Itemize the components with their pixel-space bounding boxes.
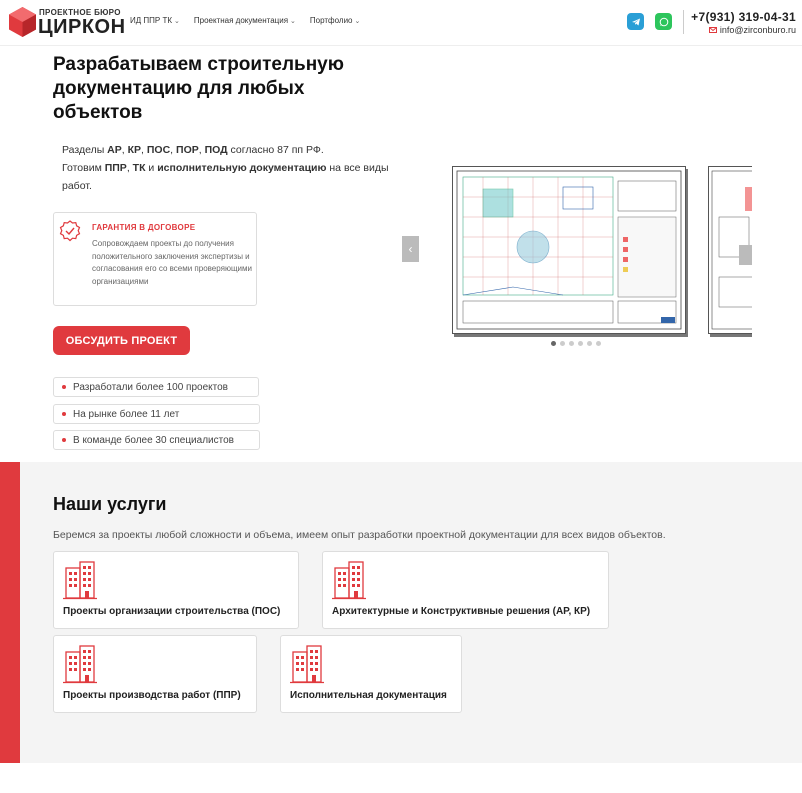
whatsapp-icon: [659, 17, 669, 27]
text-bold: КР: [127, 144, 142, 156]
text-bold: ППР: [104, 162, 127, 174]
main-nav: [130, 16, 360, 25]
drawing-thumbnail-image: [453, 167, 685, 333]
bullet-dot: [62, 385, 66, 389]
guarantee-text: Сопровождаем проекты до получения положительного заключения экспертизы и согласования его со всеми проверяющими организациями: [92, 239, 252, 286]
service-card-isp-doc[interactable]: [280, 635, 462, 713]
text-segment: согласно 87 пп РФ.: [227, 144, 324, 156]
email-link[interactable]: [709, 25, 796, 35]
chevron-down-icon: ⌄: [174, 17, 180, 25]
chevron-down-icon: ⌄: [354, 17, 361, 25]
text-bold: АР: [107, 144, 122, 156]
nav-item-label: Проектная документация: [193, 16, 289, 25]
site-header: [0, 0, 802, 46]
text-segment: Разделы: [62, 144, 108, 156]
stat-item: [53, 377, 259, 397]
text-segment: на все виды работ.: [62, 162, 389, 192]
text-bold: ПОР: [176, 144, 199, 156]
carousel-dot[interactable]: [569, 341, 574, 346]
header-divider: [683, 10, 684, 34]
email-text: info@zirconburo.ru: [719, 25, 796, 35]
nav-item-project-docs[interactable]: [194, 16, 296, 25]
carousel-dot[interactable]: [596, 341, 601, 346]
services-title: Наши услуги: [53, 494, 167, 514]
text-bold: исполнительную документацию: [157, 162, 327, 174]
building-icon: [63, 644, 97, 684]
stat-item: [53, 404, 260, 424]
text-segment: Готовим: [62, 162, 105, 174]
building-icon: [290, 644, 324, 684]
carousel-dot[interactable]: [578, 341, 583, 346]
carousel-prev-button[interactable]: [402, 236, 419, 262]
discuss-project-button[interactable]: ОБСУДИТЬ ПРОЕКТ: [53, 326, 190, 355]
nav-item-id-ppr-tk[interactable]: [130, 16, 180, 25]
carousel-slide[interactable]: [452, 166, 686, 334]
text-bold: ПОС: [146, 144, 171, 156]
service-card-label: Проекты организации строительства (ПОС): [63, 606, 281, 617]
guarantee-card: [53, 212, 257, 306]
mail-icon: [709, 27, 717, 33]
accent-bar: [0, 462, 20, 763]
nav-item-label: Портфолио: [309, 16, 353, 25]
badge-check-icon: [59, 220, 81, 242]
service-card-pos[interactable]: [53, 551, 299, 629]
bullet-dot: [62, 412, 66, 416]
chevron-down-icon: ⌄: [290, 17, 296, 25]
carousel-dot[interactable]: [560, 341, 565, 346]
nav-item-portfolio[interactable]: [310, 16, 360, 25]
drawing-thumbnail-image: [709, 167, 752, 333]
service-card-ar-kr[interactable]: [322, 551, 609, 629]
service-card-label: Исполнительная документация: [290, 690, 447, 701]
logo-name: ЦИРКОН: [38, 16, 126, 38]
carousel-slide[interactable]: [708, 166, 752, 334]
telegram-button[interactable]: [627, 13, 644, 30]
service-card-label: Проекты производства работ (ППР): [63, 690, 241, 701]
services-subtitle: Беремся за проекты любой сложности и объема, имеем опыт разработки проектной документации для всех видов объектов.: [53, 529, 666, 541]
stat-text: Разработали более 100 проектов: [73, 381, 228, 393]
logo[interactable]: [9, 6, 126, 38]
logo-mark-icon: [9, 7, 36, 37]
service-card-ppr[interactable]: [53, 635, 257, 713]
logo-tagline: ПРОЕКТНОЕ БЮРО: [39, 8, 121, 17]
chevron-left-icon: ‹: [408, 242, 413, 256]
text-bold: ТК: [132, 162, 146, 174]
carousel-dot[interactable]: [587, 341, 592, 346]
service-card-label: Архитектурные и Конструктивные решения (АР, КР): [332, 606, 591, 617]
whatsapp-button[interactable]: [655, 13, 672, 30]
hero-description: Разделы АР, КР, ПОС, ПОР, ПОД согласно 87 пп РФ. Готовим ППР, ТК и исполнительную документацию на все виды работ.: [62, 144, 389, 192]
building-icon: [332, 560, 366, 600]
hero-title: Разрабатываем строительную документацию для любых объектов: [53, 54, 344, 123]
text-segment: и: [145, 162, 158, 174]
building-icon: [63, 560, 97, 600]
carousel-pagination: [551, 341, 601, 346]
text-bold: ПОД: [204, 144, 228, 156]
guarantee-title: ГАРАНТИЯ В ДОГОВОРЕ: [92, 223, 196, 232]
stat-item: [53, 430, 260, 450]
phone-link[interactable]: +7(931) 319-04-31: [691, 10, 796, 24]
bullet-dot: [62, 438, 66, 442]
portfolio-carousel[interactable]: [402, 160, 752, 350]
carousel-dot[interactable]: [551, 341, 556, 346]
nav-item-label: ИД ППР ТК: [130, 16, 172, 25]
stat-text: На рынке более 11 лет: [73, 408, 180, 420]
stat-text: В команде более 30 специалистов: [73, 434, 234, 446]
telegram-icon: [631, 17, 641, 27]
